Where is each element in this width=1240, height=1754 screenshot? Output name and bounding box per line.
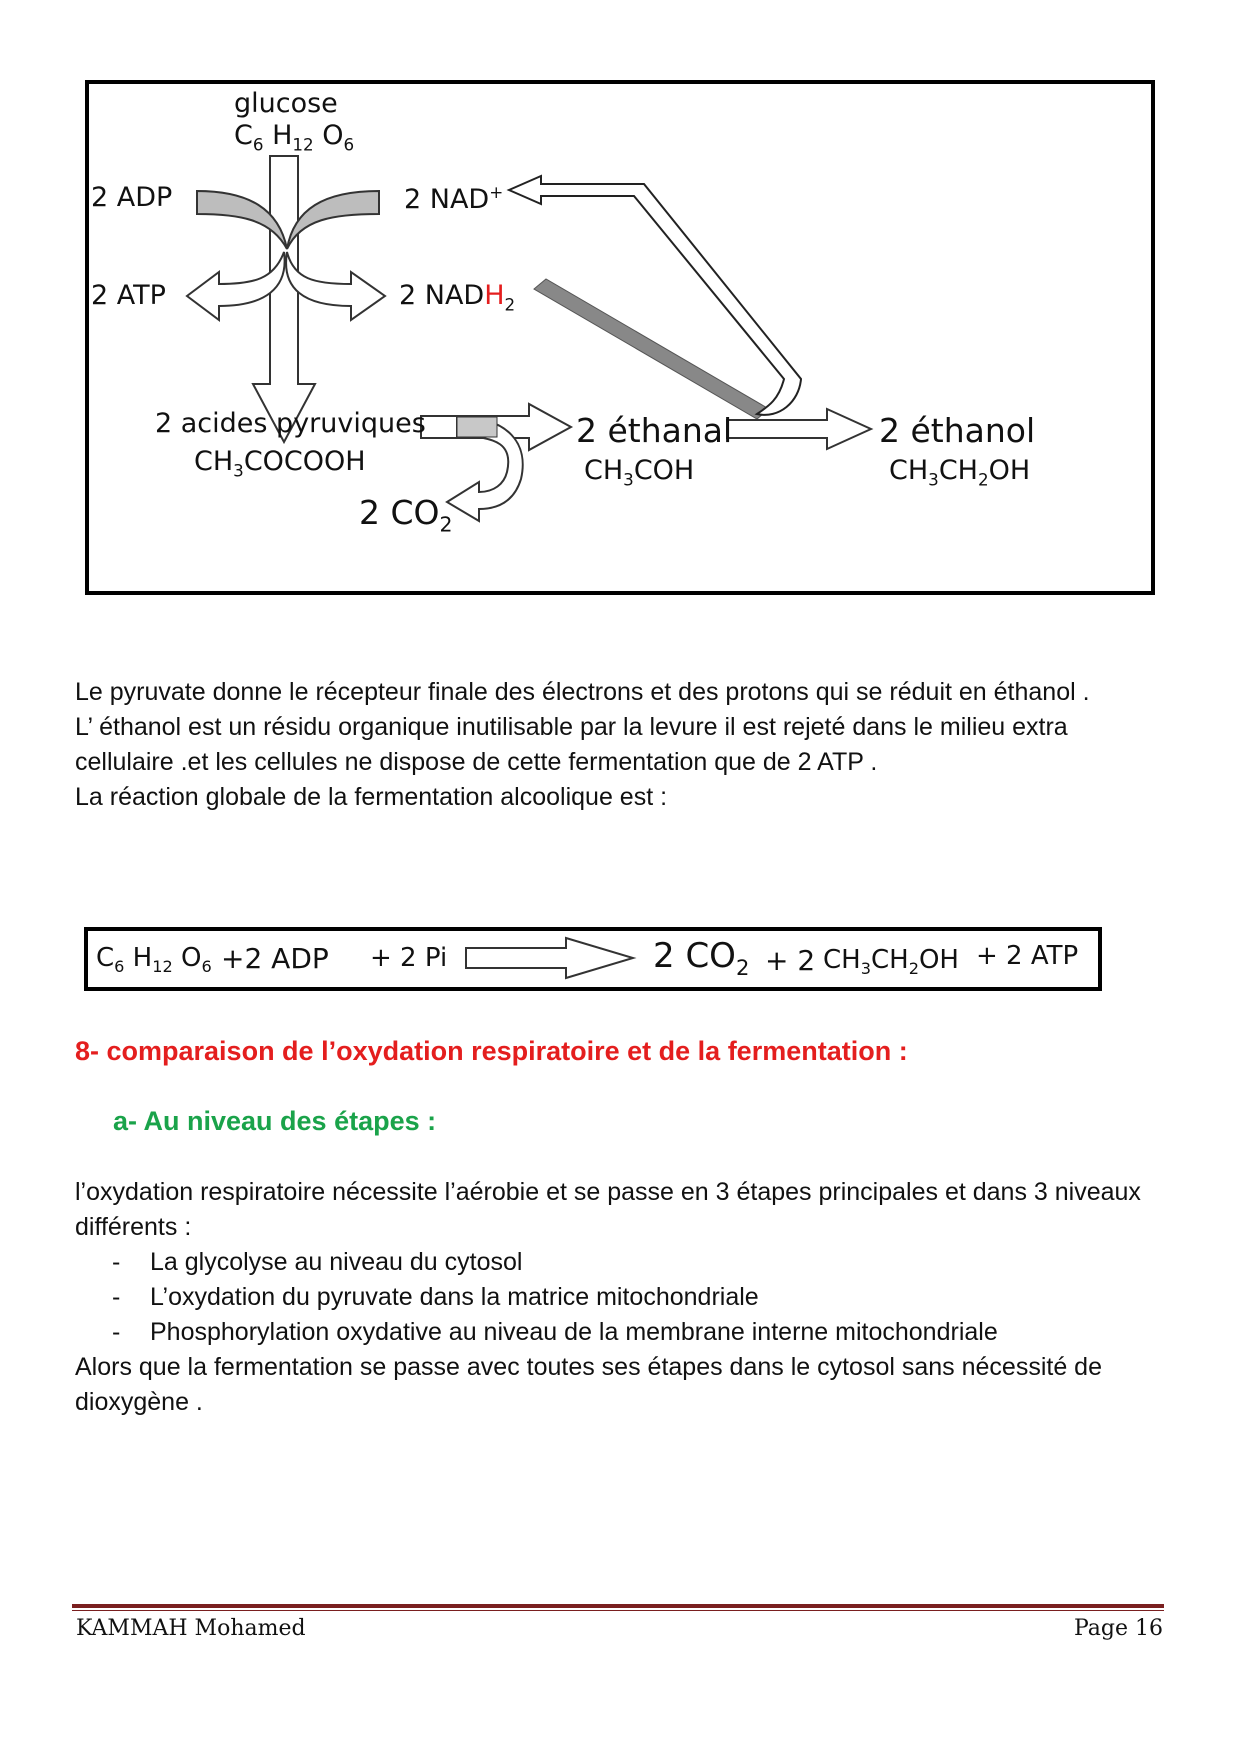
eq-plus-2: + 2 [765,944,816,977]
glucose-formula: $C_6$ $H_{12}$ $O_6$ [234,120,355,155]
nad-curve [287,191,379,249]
diagram-arrows [89,84,1151,591]
paragraph-fermentation [75,675,1165,815]
ethanol-formula: $CH_3CH_2OH$ [889,455,1031,490]
subheading-a: a- Au niveau des étapes : [113,1106,437,1136]
footer-rule-thin [72,1610,1164,1611]
steps-list [112,1245,998,1350]
para-line-3: La réaction globale de la fermentation alcoolique est : [75,783,668,811]
footer-page-number: Page 16 [1073,1616,1163,1641]
glucose-label: glucose [234,88,338,119]
pyruvic-formula: $CH_3COCOOH$ [194,446,366,481]
co2-gray [457,417,497,437]
list-item: - Phosphorylation oxydative au niveau de la membrane interne mitochondriale [112,1318,998,1346]
paragraph-conclusion: Alors que la fermentation se passe avec toutes ses étapes dans le cytosol sans nécessité de dioxygène . [75,1353,1102,1416]
list-item: - L’oxydation du pyruvate dans la matrice mitochondriale [112,1283,759,1311]
eq-ethanol: $CH_3CH_2OH$ [823,945,959,979]
ethanol-label: 2 éthanol [879,411,1036,450]
eq-glucose: $C_6$ $H_{12}$ $O_6$ [96,943,212,977]
eq-co2: 2 $CO_2$ [653,936,750,980]
section-heading-8: 8- comparaison de l’oxydation respiratoire et de la fermentation : [75,1036,908,1066]
footer-rule [72,1604,1164,1608]
list-item: - La glycolyse au niveau du cytosol [112,1248,523,1276]
eq-pi: + 2 Pi [370,943,448,973]
para-line-1: Le pyruvate donne le récepteur finale des électrons et des protons qui se réduit en éthanol . [75,678,1090,706]
eq-atp: + 2 ATP [976,941,1079,971]
fermentation-diagram [85,80,1155,595]
pyruvic-label: 2 acides pyruviques [155,408,426,439]
footer-author: KAMMAH Mohamed [76,1616,306,1641]
ethanal-formula: $CH_3COH$ [584,455,695,490]
ethanal-ethanol-arrow [727,409,871,449]
co2-label: 2 $CO_2$ [359,493,453,537]
paragraph-respiration: l’oxydation respiratoire nécessite l’aérobie et se passe en 3 étapes principales et dans 3 niveaux différents : [75,1178,1141,1241]
para-line-2: L’ éthanol est un résidu organique inutilisable par la levure il est rejeté dans le milieu extra cellulaire .et les cellules ne dispose de cette fermentation que de 2 ATP . [75,713,1068,776]
ethanal-label: 2 éthanal [576,411,733,450]
eq-adp: +2 ADP [221,942,329,975]
adp-label: 2 ADP [91,182,173,213]
atp-label: 2 ATP [91,280,166,311]
nadh-label: 2 $NADH_2$ [399,280,516,315]
global-equation-box [84,927,1102,991]
nadh-arrow [286,252,385,320]
nad-label: 2 NAD+ [404,182,504,215]
